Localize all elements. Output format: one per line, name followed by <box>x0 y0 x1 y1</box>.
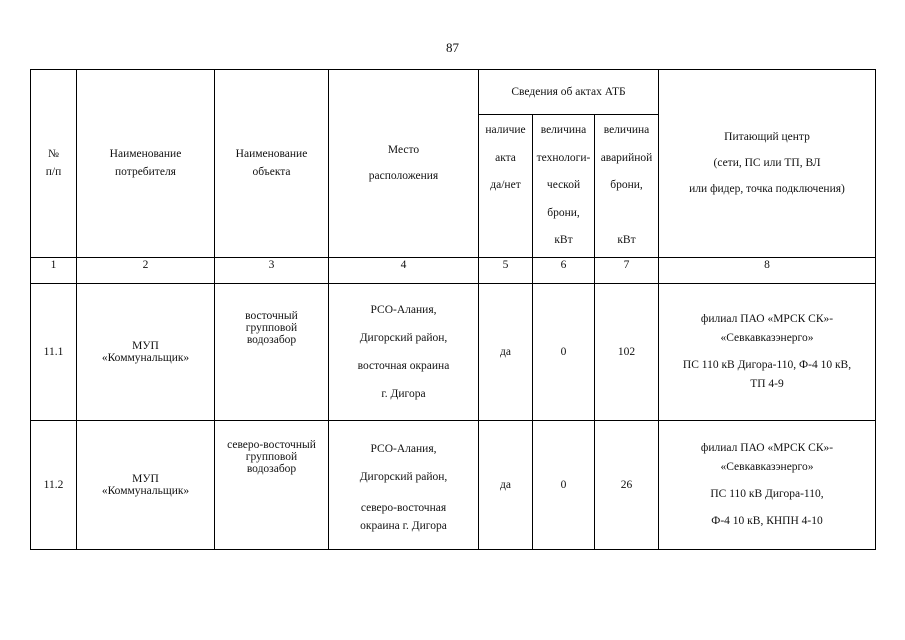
column-number: 1 <box>31 257 77 283</box>
column-number: 4 <box>329 257 479 283</box>
column-number: 8 <box>659 257 876 283</box>
row-object: восточный групповой водозабор <box>215 283 329 420</box>
row-tech-reserve: 0 <box>533 283 595 420</box>
row-act: да <box>479 420 533 549</box>
header-object: Наименование объекта <box>215 70 329 258</box>
column-number: 7 <box>595 257 659 283</box>
page-number: 87 <box>446 40 459 55</box>
table-row <box>31 283 876 420</box>
atb-acts-table <box>30 69 876 550</box>
table-row <box>31 420 876 549</box>
row-location: РСО-Алания, Дигорский район, восточная окраина г. Дигора <box>329 283 479 420</box>
header-row <box>31 70 876 115</box>
header-num: № п/п <box>31 70 77 258</box>
row-emergency-reserve: 102 <box>595 283 659 420</box>
row-consumer: МУП «Коммунальщик» <box>77 283 215 420</box>
row-tech-reserve: 0 <box>533 420 595 549</box>
header-location: Место расположения <box>329 70 479 258</box>
row-power-center: филиал ПАО «МРСК СК»- «Севкавказэнерго» ПС 110 кВ Дигора-110, Ф-4 10 кВ, КНПН 4-10 <box>659 420 876 549</box>
column-number: 2 <box>77 257 215 283</box>
column-number: 6 <box>533 257 595 283</box>
header-acts-group: Сведения об актах АТБ <box>479 70 659 115</box>
header-emergency-reserve: величина аварийной брони, кВт <box>595 115 659 258</box>
row-num: 11.1 <box>31 283 77 420</box>
row-location: РСО-Алания, Дигорский район, северо-восточная окраина г. Дигора <box>329 420 479 549</box>
header-act-presence: наличие акта да/нет <box>479 115 533 258</box>
row-num: 11.2 <box>31 420 77 549</box>
column-numbers-row <box>31 257 876 283</box>
header-tech-reserve: величина технологи- ческой брони, кВт <box>533 115 595 258</box>
header-power-center: Питающий центр (сети, ПС или ТП, ВЛ или фидер, точка подключения) <box>659 70 876 258</box>
column-number: 5 <box>479 257 533 283</box>
column-number: 3 <box>215 257 329 283</box>
row-consumer: МУП «Коммунальщик» <box>77 420 215 549</box>
row-object: северо-восточный групповой водозабор <box>215 420 329 549</box>
row-emergency-reserve: 26 <box>595 420 659 549</box>
row-power-center: филиал ПАО «МРСК СК»- «Севкавказэнерго» ПС 110 кВ Дигора-110, Ф-4 10 кВ, ТП 4-9 <box>659 283 876 420</box>
header-consumer: Наименование потребителя <box>77 70 215 258</box>
row-act: да <box>479 283 533 420</box>
